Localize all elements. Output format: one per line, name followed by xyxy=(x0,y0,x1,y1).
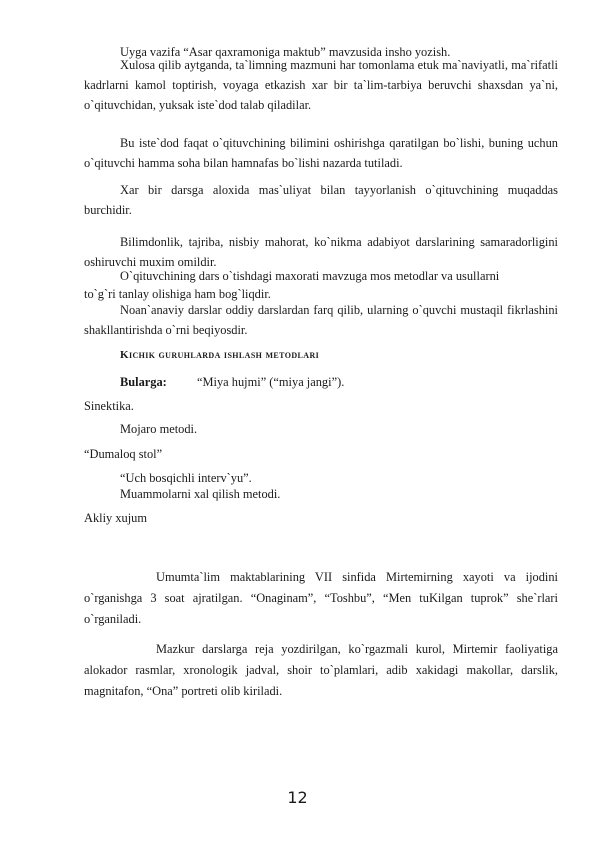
page-number: 12 xyxy=(287,788,308,807)
method-akliy: Akliy xujum xyxy=(84,511,147,525)
mastery-line-2: to`g`ri tanlay olishiga ham bog`liqdir. xyxy=(84,287,271,301)
bularga-label: Bularga: xyxy=(120,375,167,389)
section-heading: Kichik guruhlarda ishlash metodlari xyxy=(120,349,320,361)
knowledge-paragraph: Bilimdonlik, tajriba, nisbiy mahorat, ko`nikma adabiyot darslarining samaradorligini oshiruvchi muxim omildir. xyxy=(84,235,558,269)
bularga-line xyxy=(120,374,344,390)
method-mojaro: Mojaro metodi. xyxy=(120,422,198,436)
method-uch-bosqich: “Uch bosqichli interv`yu”. xyxy=(120,471,252,485)
mastery-line-1: O`qituvchining dars o`tishdagi maxorati mavzuga mos metodlar va usullarni xyxy=(120,269,500,283)
mirtemir-paragraph: Umumta`lim maktablarining VII sinfida Mirtemirning xayoti va ijodini o`rganishga 3 soat ajratilgan. “Onaginam”, “Toshbu”, “Men tuKilgan tuprok” she`rlari o`rganiladi. xyxy=(84,570,558,626)
brainstorm-item: “Miya hujmi” (“miya jangi”). xyxy=(197,375,345,389)
document-page xyxy=(84,0,558,842)
preparation-paragraph: Xar bir darsga aloxida mas`uliyat bilan tayyorlanish o`qituvchining muqaddas burchidir. xyxy=(84,183,558,217)
nontraditional-paragraph: Noan`anaviy darslar oddiy darslardan farq qilib, ularning o`quvchi mustaqil fikrlashini shakllantirishda o`rni beqiyosdir. xyxy=(84,303,558,337)
method-sinektika: Sinektika. xyxy=(84,399,134,413)
method-dumaloq: “Dumaloq stol” xyxy=(84,447,163,461)
homework-line: Uyga vazifa “Asar qaxramoniga maktub” mavzusida insho yozish. xyxy=(120,45,451,59)
conclusion-paragraph: Xulosa qilib aytganda, ta`limning mazmuni har tomonlama etuk ma`naviyatli, ma`rifatli kadrlarni kamol toptirish, voyaga etkazish xar bir ta`lim-tarbiya beruvchi shaxsdan ya`ni, o`qituvchidan, yuksak iste`dod talab qiladilar. xyxy=(84,58,558,112)
method-muammo: Muammolarni xal qilish metodi. xyxy=(120,487,281,501)
talent-paragraph: Bu iste`dod faqat o`qituvchining bilimini oshirishga qaratilgan bo`lishi, buning uchun o`qituvchi hamma soha bilan hamnafas bo`lishi nazarda tutiladi. xyxy=(84,136,558,170)
lesson-materials-paragraph: Mazkur darslarga reja yozdirilgan, ko`rgazmali kurol, Mirtemir faoliyatiga alokador rasmlar, xronologik jadval, shoir to`plamlari, adib xakidagi makollar, darslik, magnitafon, “Ona” portreti olib kiriladi. xyxy=(84,642,558,698)
